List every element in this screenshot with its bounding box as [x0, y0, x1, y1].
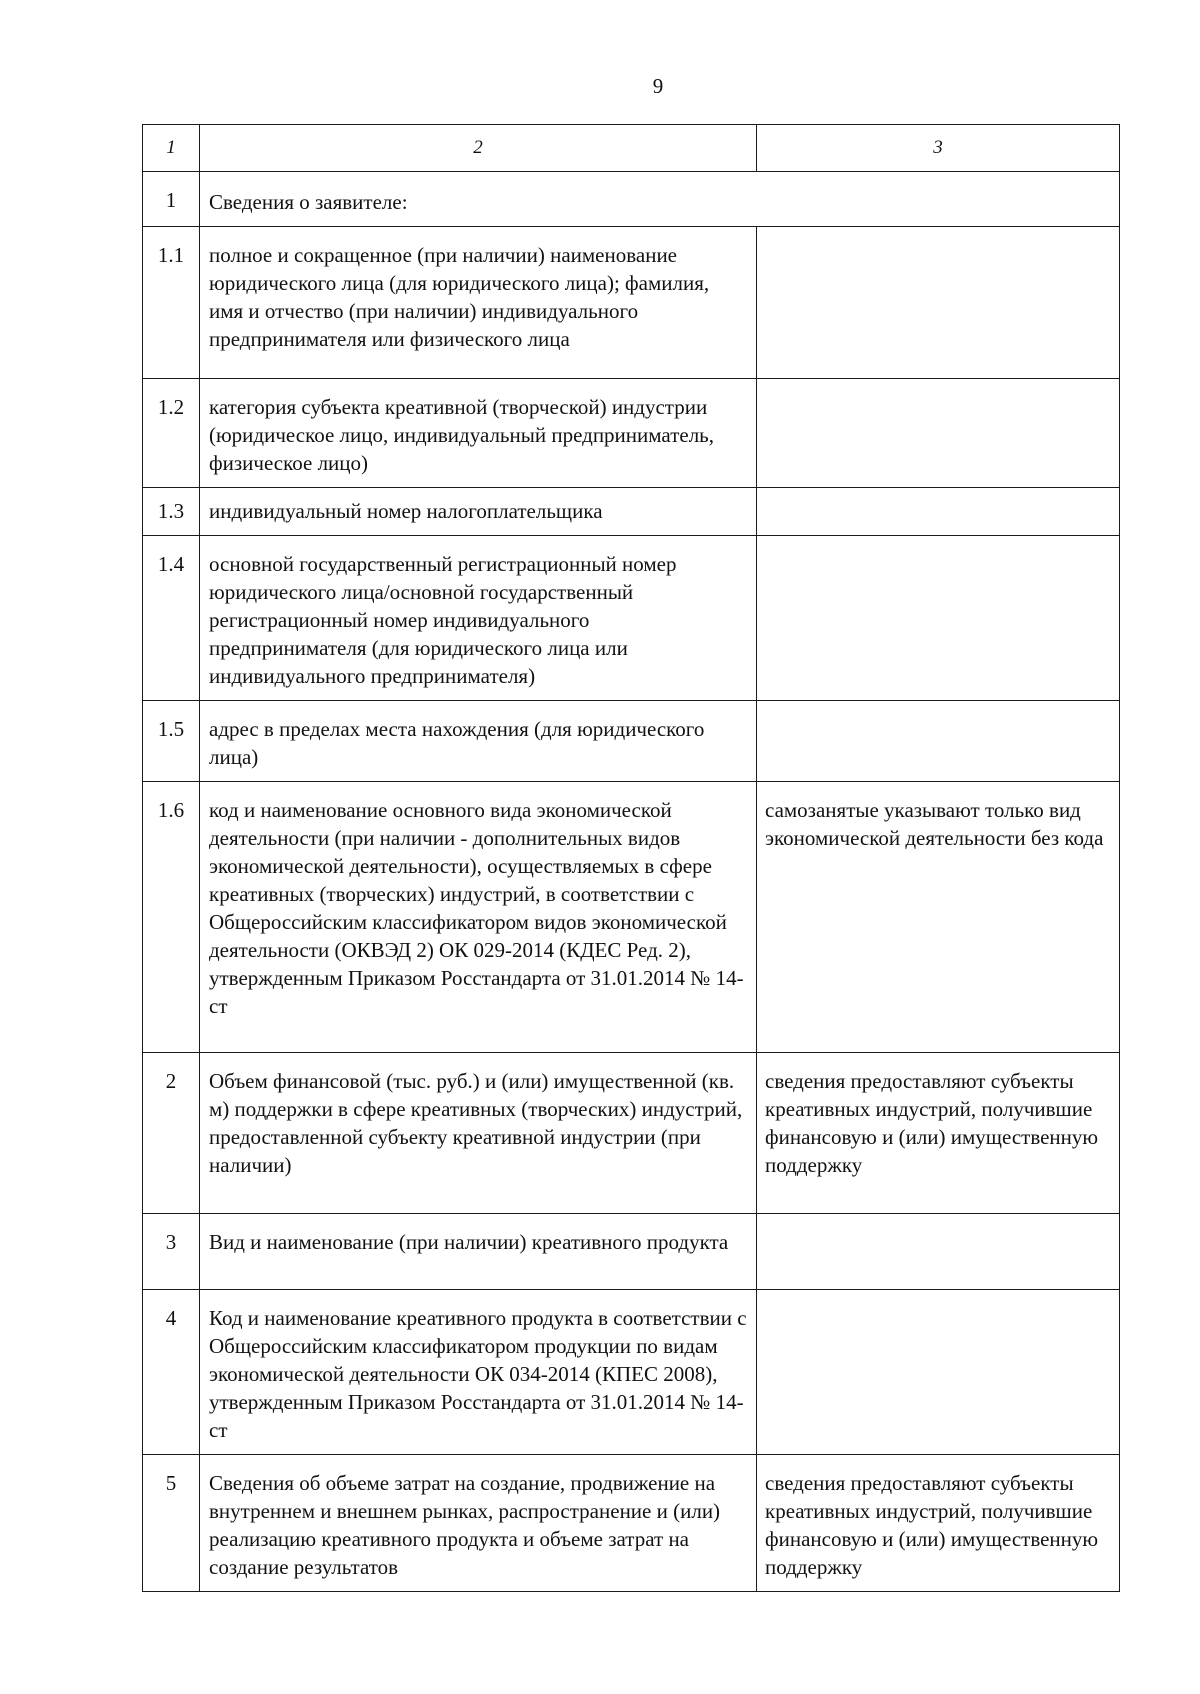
- table-row: [143, 1053, 1120, 1214]
- row-note: [757, 227, 1120, 379]
- row-note: [757, 536, 1120, 701]
- row-number: 1.1: [143, 227, 200, 379]
- row-note: [757, 1290, 1120, 1455]
- row-note: [757, 701, 1120, 782]
- table-row: [143, 227, 1120, 379]
- row-description: индивидуальный номер налогоплательщика: [200, 488, 757, 536]
- row-number: 5: [143, 1455, 200, 1592]
- row-description: код и наименование основного вида экономической деятельности (при наличии - дополнительных видов экономической деятельности), осуществляемых в сфере креативных (творческих) индустрий, в соответствии с Общероссийским классификатором видов экономической деятельности (ОКВЭД 2) ОК 029-2014 (КДЕС Ред. 2), утвержденным Приказом Росстандарта от 31.01.2014 № 14-ст: [200, 782, 757, 1053]
- row-description: основной государственный регистрационный номер юридического лица/основной государственный регистрационный номер индивидуального предпринимателя (для юридического лица или индивидуального предпринимателя): [200, 536, 757, 701]
- row-note: [757, 379, 1120, 488]
- row-number: 1.5: [143, 701, 200, 782]
- column-header-2: 2: [200, 125, 757, 172]
- row-description: Код и наименование креативного продукта в соответствии с Общероссийским классификатором продукции по видам экономической деятельности ОК 034-2014 (КПЕС 2008), утвержденным Приказом Росстандарта от 31.01.2014 № 14-ст: [200, 1290, 757, 1455]
- section-title-row: [143, 172, 1120, 227]
- table-row: [143, 701, 1120, 782]
- row-number: 3: [143, 1214, 200, 1290]
- row-number: 1.6: [143, 782, 200, 1053]
- table-header-row: [143, 125, 1120, 172]
- column-header-3: 3: [757, 125, 1120, 172]
- row-note: сведения предоставляют субъекты креативных индустрий, получившие финансовую и (или) имущественную поддержку: [757, 1053, 1120, 1214]
- row-description: Объем финансовой (тыс. руб.) и (или) имущественной (кв. м) поддержки в сфере креативных (творческих) индустрий, предоставленной субъекту креативной индустрии (при наличии): [200, 1053, 757, 1214]
- row-note: [757, 488, 1120, 536]
- row-description: Вид и наименование (при наличии) креативного продукта: [200, 1214, 757, 1290]
- table-row: [143, 488, 1120, 536]
- row-description: категория субъекта креативной (творческой) индустрии (юридическое лицо, индивидуальный предприниматель, физическое лицо): [200, 379, 757, 488]
- column-header-1: 1: [143, 125, 200, 172]
- section-title: Сведения о заявителе:: [200, 172, 1120, 227]
- row-note: сведения предоставляют субъекты креативных индустрий, получившие финансовую и (или) имущественную поддержку: [757, 1455, 1120, 1592]
- table-row: [143, 379, 1120, 488]
- table-row: [143, 1455, 1120, 1592]
- table-row: [143, 536, 1120, 701]
- row-description: Сведения об объеме затрат на создание, продвижение на внутреннем и внешнем рынках, распространение и (или) реализацию креативного продукта и объеме затрат на создание результатов: [200, 1455, 757, 1592]
- table-row: [143, 1290, 1120, 1455]
- row-description: полное и сокращенное (при наличии) наименование юридического лица (для юридического лица); фамилия, имя и отчество (при наличии) индивидуального предпринимателя или физического лица: [200, 227, 757, 379]
- row-number: 1: [143, 172, 200, 227]
- row-note: [757, 1214, 1120, 1290]
- table-row: [143, 1214, 1120, 1290]
- row-number: 4: [143, 1290, 200, 1455]
- data-table: [142, 124, 1120, 1592]
- page-number: 9: [652, 74, 664, 98]
- row-number: 1.2: [143, 379, 200, 488]
- row-note: самозанятые указывают только вид экономической деятельности без кода: [757, 782, 1120, 1053]
- row-number: 1.3: [143, 488, 200, 536]
- row-number: 2: [143, 1053, 200, 1214]
- row-number: 1.4: [143, 536, 200, 701]
- row-description: адрес в пределах места нахождения (для юридического лица): [200, 701, 757, 782]
- table-row: [143, 782, 1120, 1053]
